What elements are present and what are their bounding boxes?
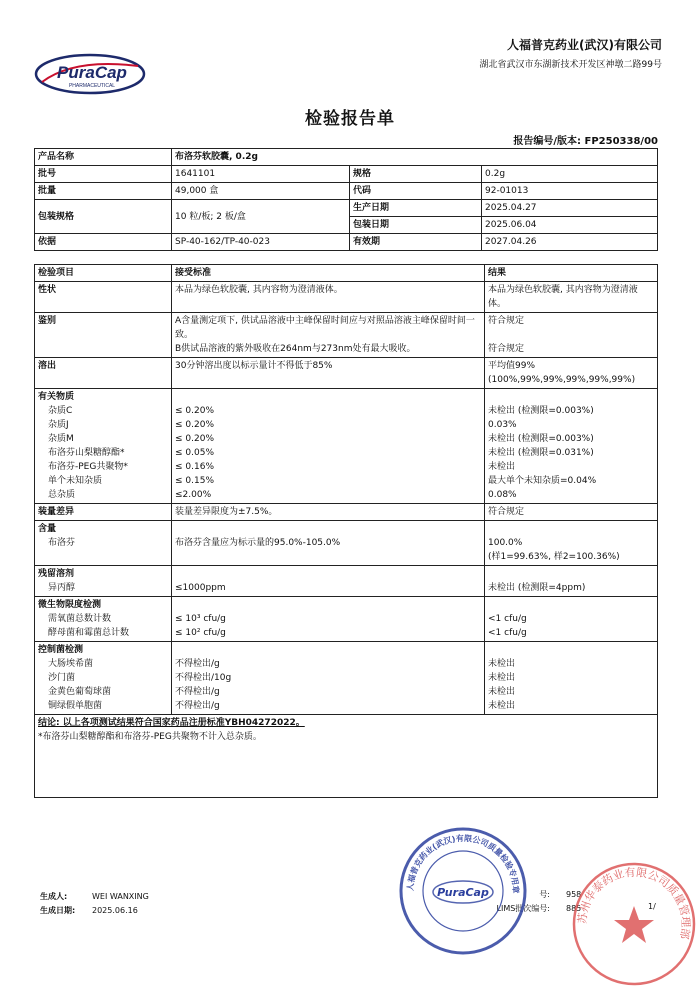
table-header-row (35, 265, 658, 282)
criteria: 本品为绿色软胶囊, 其内容物为澄清液体。 (172, 282, 485, 313)
criteria-line: ≤2.00% (175, 490, 212, 500)
table-row (35, 234, 658, 251)
label: 包装规格 (35, 200, 172, 234)
logo-subtext: PHARMACEUTICAL (68, 83, 116, 89)
sub-item: 总杂质 (48, 490, 76, 500)
criteria (172, 566, 485, 597)
value: SP-40-162/TP-40-023 (172, 234, 350, 251)
report-number: 报告编号/版本: FP250338/00 (513, 136, 658, 147)
test-item (35, 597, 172, 642)
test-item (35, 521, 172, 566)
result-a: 符合规定 (488, 316, 525, 326)
company-info (480, 36, 662, 70)
value: 2025.06.04 (482, 217, 658, 234)
result (485, 642, 658, 715)
value: 92-01013 (482, 183, 658, 200)
criteria (172, 389, 485, 504)
value: 10 粒/板; 2 板/盒 (172, 200, 350, 234)
table-row (35, 521, 658, 566)
table-row (35, 183, 658, 200)
sub-item: 需氧菌总数计数 (48, 614, 112, 624)
criteria (172, 521, 485, 566)
puracap-logo (34, 52, 150, 96)
value: 布洛芬软胶囊, 0.2g (172, 149, 658, 166)
test-group-title: 含量 (38, 524, 57, 534)
table-row (35, 358, 658, 389)
table-row (35, 389, 658, 504)
company-name: 人福普克药业(武汉)有限公司 (507, 38, 662, 52)
table-row (35, 166, 658, 183)
sub-item: 异丙醇 (48, 583, 76, 593)
value: 0.2g (482, 166, 658, 183)
document-title: 检验报告单 (305, 109, 395, 129)
label: 批号 (35, 166, 172, 183)
sub-item: 大肠埃希菌 (48, 659, 94, 669)
table-row (35, 715, 658, 798)
sub-item: 布洛芬 (48, 538, 76, 548)
result-line: 未检出 (488, 701, 516, 711)
sub-item: 布洛芬山梨糖醇酯* (48, 448, 125, 458)
criteria-line: ≤1000ppm (175, 583, 226, 593)
partial-label: LIMS批次编号: (496, 904, 550, 913)
value: 49,000 盒 (172, 183, 350, 200)
result (485, 358, 658, 389)
test-results-table (34, 264, 658, 798)
page-number-partial: 1/ (648, 902, 656, 911)
criteria: 30分钟溶出度以标示量计不得低于85% (172, 358, 485, 389)
test-group-title: 微生物限度检测 (38, 600, 102, 610)
label: 批量 (35, 183, 172, 200)
product-info-table (34, 148, 658, 251)
criteria-line: ≤ 0.20% (175, 406, 214, 416)
partial-value: 958 (566, 890, 582, 899)
test-item (35, 566, 172, 597)
column-header: 检验项目 (35, 265, 172, 282)
result-line: 未检出 (488, 673, 516, 683)
result (485, 389, 658, 504)
result-line: <1 cfu/g (488, 614, 527, 624)
sub-item: 杂质C (48, 406, 73, 416)
result-line: (100%,99%,99%,99%,99%,99%) (488, 375, 636, 385)
result: 符合规定 (485, 504, 658, 521)
criteria (172, 313, 485, 358)
result-line: (样1=99.63%, 样2=100.36%) (488, 552, 620, 562)
table-row (35, 597, 658, 642)
conclusion: 结论: 以上各项测试结果符合国家药品注册标准YBH04272022。 (38, 718, 305, 728)
criteria-line: ≤ 0.20% (175, 420, 214, 430)
sub-item: 杂质M (48, 434, 74, 444)
result-line: 未检出 (488, 659, 516, 669)
result (485, 597, 658, 642)
label: 代码 (350, 183, 482, 200)
footer (40, 890, 149, 918)
result (485, 566, 658, 597)
result-line: 未检出 (检测限=0.003%) (488, 406, 594, 416)
criteria-a: A含量测定项下, 供试品溶液中主峰保留时间应与对照品溶液主峰保留时间一致。 (175, 316, 475, 340)
criteria-line: 不得检出/g (175, 687, 220, 697)
stamp-text: 人福普克药业(武汉)有限公司质量检验专用章 (405, 833, 521, 894)
table-row (35, 200, 658, 217)
date: 2025.06.16 (92, 906, 138, 915)
table-row (35, 504, 658, 521)
date-label: 生成日期: (40, 906, 76, 915)
criteria-line: ≤ 10³ cfu/g (175, 614, 226, 624)
criteria-line: ≤ 0.05% (175, 448, 214, 458)
footnote: *布洛芬山梨糖醇酯和布洛芬-PEG共聚物不计入总杂质。 (38, 732, 262, 742)
test-item: 装量差异 (35, 504, 172, 521)
column-header: 接受标准 (172, 265, 485, 282)
label: 依据 (35, 234, 172, 251)
value: 2025.04.27 (482, 200, 658, 217)
test-item: 鉴别 (35, 313, 172, 358)
criteria (172, 642, 485, 715)
test-group-title: 控制菌检测 (38, 645, 84, 655)
stamp-text: 苏州华泰药业有限公司质量管理部 (575, 865, 693, 941)
criteria-line: ≤ 0.15% (175, 476, 214, 486)
label: 包装日期 (350, 217, 482, 234)
test-group-title: 有关物质 (38, 392, 75, 402)
result-line: 100.0% (488, 538, 523, 548)
table-row (35, 313, 658, 358)
result (485, 521, 658, 566)
criteria-line: 不得检出/10g (175, 673, 232, 683)
criteria-line: ≤ 10² cfu/g (175, 628, 226, 638)
criteria-b: B供试品溶液的紫外吸收在264nm与273nm处有最大吸收。 (175, 344, 416, 354)
table-row (35, 566, 658, 597)
sub-item: 酵母菌和霉菌总计数 (48, 628, 130, 638)
partial-label: 号: (539, 890, 550, 899)
sub-item: 单个未知杂质 (48, 476, 103, 486)
table-row (35, 282, 658, 313)
criteria: 装量差异限度为±7.5%。 (172, 504, 485, 521)
test-item: 溶出 (35, 358, 172, 389)
table-row (35, 149, 658, 166)
label: 有效期 (350, 234, 482, 251)
sub-item: 沙门菌 (48, 673, 76, 683)
result-line: <1 cfu/g (488, 628, 527, 638)
result-line: 最大单个未知杂质=0.04% (488, 476, 597, 486)
test-item (35, 389, 172, 504)
sub-item: 杂质J (48, 420, 69, 430)
test-group-title: 残留溶剂 (38, 569, 75, 579)
criteria-line: 不得检出/g (175, 659, 220, 669)
sub-item: 布洛芬-PEG共聚物* (48, 462, 128, 472)
result (485, 313, 658, 358)
sub-item: 铜绿假单胞菌 (48, 701, 103, 711)
result-line: 未检出 (检测限=0.003%) (488, 434, 594, 444)
result-line: 未检出 (检测限=0.031%) (488, 448, 594, 458)
criteria-line: 不得检出/g (175, 701, 220, 711)
sub-item: 金黄色葡萄球菌 (48, 687, 112, 697)
partial-value: 885 (566, 904, 582, 913)
quality-seal-stamp (398, 826, 528, 956)
creator-label: 生成人: (40, 892, 68, 901)
result-line: 未检出 (488, 687, 516, 697)
criteria-line: ≤ 0.20% (175, 434, 214, 444)
criteria-line: 布洛芬含量应为标示量的95.0%-105.0% (175, 538, 341, 548)
column-header: 结果 (485, 265, 658, 282)
table-row (35, 642, 658, 715)
result-line: 平均值99% (488, 361, 536, 371)
result-b: 符合规定 (488, 344, 525, 354)
criteria-line: ≤ 0.16% (175, 462, 214, 472)
criteria (172, 597, 485, 642)
conclusion-cell (35, 715, 658, 798)
value: 2027.04.26 (482, 234, 658, 251)
company-address: 湖北省武汉市东湖新技术开发区神墩二路99号 (479, 60, 662, 70)
result-line: 未检出 (检测限=4ppm) (488, 583, 586, 593)
label: 生产日期 (350, 200, 482, 217)
result-line: 0.03% (488, 420, 517, 430)
test-item: 性状 (35, 282, 172, 313)
result-line: 未检出 (488, 462, 516, 472)
svg-text:人福普克药业(武汉)有限公司质量检验专用章 (405, 833, 521, 894)
result-line: 0.08% (488, 490, 517, 500)
result: 本品为绿色软胶囊, 其内容物为澄清液体。 (485, 282, 658, 313)
star-icon (614, 906, 654, 943)
red-seal-stamp (570, 860, 698, 988)
stamp-logo: PuraCap (437, 886, 489, 899)
logo-text: PuraCap (57, 63, 127, 82)
label: 产品名称 (35, 149, 172, 166)
label: 规格 (350, 166, 482, 183)
value: 1641101 (172, 166, 350, 183)
test-item (35, 642, 172, 715)
creator: WEI WANXING (92, 892, 149, 901)
